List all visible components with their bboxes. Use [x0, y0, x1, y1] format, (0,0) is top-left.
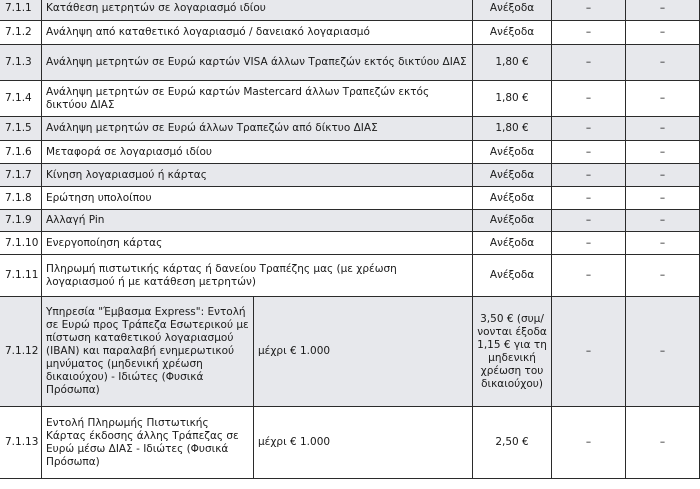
row-code: 7.1.2 — [0, 21, 42, 45]
row-description: Μεταφορά σε λογαριασμό ιδίου — [42, 141, 473, 164]
row-code: 7.1.1 — [0, 0, 42, 21]
row-dash: – — [552, 45, 626, 81]
row-dash: – — [552, 407, 626, 479]
table-row — [0, 81, 700, 117]
row-description: Ανάληψη μετρητών σε Ευρώ άλλων Τραπεζών από δίκτυο ΔΙΑΣ — [42, 117, 473, 141]
row-fee: Ανέξοδα — [473, 187, 552, 210]
row-fee: 2,50 € — [473, 407, 552, 479]
row-condition: μέχρι € 1.000 — [254, 297, 473, 407]
row-dash: – — [626, 187, 700, 210]
row-dash: – — [552, 141, 626, 164]
row-code: 7.1.5 — [0, 117, 42, 141]
table-row — [0, 141, 700, 164]
row-fee: 1,80 € — [473, 45, 552, 81]
row-dash: – — [626, 141, 700, 164]
row-description: Κατάθεση μετρητών σε λογαριασμό ιδίου — [42, 0, 473, 21]
row-code: 7.1.13 — [0, 407, 42, 479]
row-description: Αλλαγή Pin — [42, 210, 473, 232]
row-fee: Ανέξοδα — [473, 232, 552, 255]
row-fee: Ανέξοδα — [473, 141, 552, 164]
table-row — [0, 210, 700, 232]
row-dash: – — [626, 407, 700, 479]
table-row — [0, 117, 700, 141]
row-dash: – — [552, 0, 626, 21]
row-dash: – — [552, 232, 626, 255]
row-dash: – — [626, 81, 700, 117]
row-condition: μέχρι € 1.000 — [254, 407, 473, 479]
table-row — [0, 255, 700, 297]
row-fee: Ανέξοδα — [473, 0, 552, 21]
row-description: Πληρωμή πιστωτικής κάρτας ή δανείου Τραπέζης μας (με χρέωση λογαριασμού ή με κατάθεση μετρητών) — [42, 255, 473, 297]
row-description: Ερώτηση υπολοίπου — [42, 187, 473, 210]
row-dash: – — [552, 164, 626, 187]
row-dash: – — [552, 117, 626, 141]
row-fee: Ανέξοδα — [473, 210, 552, 232]
row-dash: – — [626, 117, 700, 141]
table-row — [0, 164, 700, 187]
row-fee: 3,50 € (συμ/νονται έξοδα 1,15 € για τη μηδενική χρέωση του δικαιούχου) — [473, 297, 552, 407]
row-code: 7.1.4 — [0, 81, 42, 117]
row-dash: – — [626, 255, 700, 297]
row-code: 7.1.7 — [0, 164, 42, 187]
table-row — [0, 21, 700, 45]
row-code: 7.1.3 — [0, 45, 42, 81]
row-dash: – — [552, 187, 626, 210]
row-dash: – — [552, 255, 626, 297]
row-dash: – — [626, 21, 700, 45]
row-description: Κίνηση λογαριασμού ή κάρτας — [42, 164, 473, 187]
row-dash: – — [552, 210, 626, 232]
table-row — [0, 45, 700, 81]
table-row — [0, 187, 700, 210]
table-row — [0, 0, 700, 21]
row-dash: – — [626, 210, 700, 232]
table-row — [0, 232, 700, 255]
row-fee: Ανέξοδα — [473, 255, 552, 297]
row-dash: – — [626, 232, 700, 255]
row-description: Εντολή Πληρωμής Πιστωτικής Κάρτας έκδοσης άλλης Τράπεζας σε Ευρώ μέσω ΔΙΑΣ - Ιδιώτες (Φυσικά Πρόσωπα) — [42, 407, 254, 479]
row-code: 7.1.8 — [0, 187, 42, 210]
row-code: 7.1.9 — [0, 210, 42, 232]
row-dash: – — [552, 21, 626, 45]
row-code: 7.1.10 — [0, 232, 42, 255]
row-dash: – — [552, 297, 626, 407]
row-dash: – — [626, 45, 700, 81]
table-row — [0, 407, 700, 479]
row-code: 7.1.6 — [0, 141, 42, 164]
row-fee: Ανέξοδα — [473, 164, 552, 187]
row-description: Ανάληψη μετρητών σε Ευρώ καρτών Mastercard άλλων Τραπεζών εκτός δικτύου ΔΙΑΣ — [42, 81, 473, 117]
row-dash: – — [626, 297, 700, 407]
row-code: 7.1.12 — [0, 297, 42, 407]
row-dash: – — [626, 0, 700, 21]
row-fee: 1,80 € — [473, 81, 552, 117]
row-fee: Ανέξοδα — [473, 21, 552, 45]
row-code: 7.1.11 — [0, 255, 42, 297]
row-description: Ανάληψη μετρητών σε Ευρώ καρτών VISA άλλων Τραπεζών εκτός δικτύου ΔΙΑΣ — [42, 45, 473, 81]
row-dash: – — [626, 164, 700, 187]
row-fee: 1,80 € — [473, 117, 552, 141]
row-dash: – — [552, 81, 626, 117]
table-row — [0, 297, 700, 407]
row-description: Ανάληψη από καταθετικό λογαριασμό / δανειακό λογαριασμό — [42, 21, 473, 45]
row-description: Ενεργοποίηση κάρτας — [42, 232, 473, 255]
row-description: Υπηρεσία "Έμβασμα Express": Εντολή σε Ευρώ προς Τράπεζα Εσωτερικού με πίστωση καταθετικού λογαριασμού (IBAN) και παραλαβή ενημερωτικού μηνύματος (μηδενική χρέωση δικαιούχου) - Ιδιώτες (Φυσικά Πρόσωπα) — [42, 297, 254, 407]
